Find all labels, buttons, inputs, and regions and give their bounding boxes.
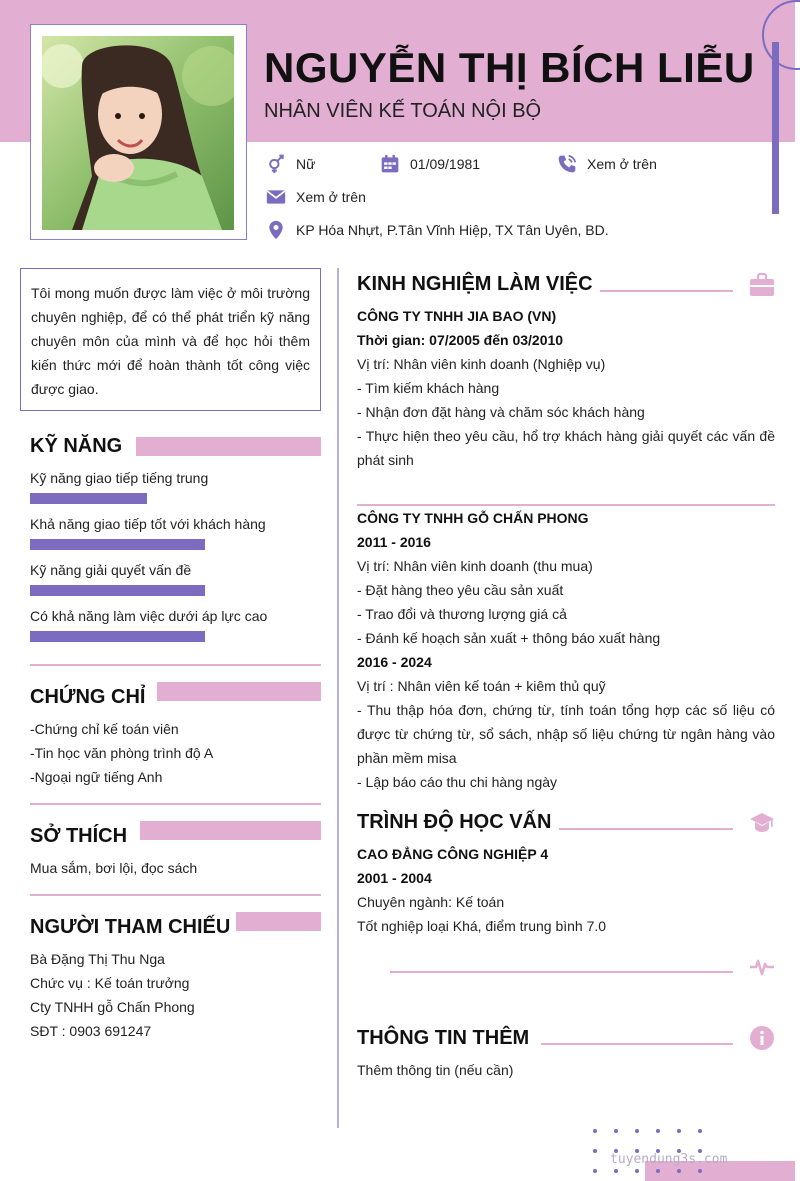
skills-title: KỸ NĂNG [30, 435, 123, 457]
candidate-name: NGUYỄN THỊ BÍCH LIỄU [264, 44, 755, 91]
email-value: Xem ở trên [296, 189, 366, 205]
info-icon [749, 1025, 775, 1051]
job1-company: CÔNG TY TNHH JIA BAO (VN) [357, 308, 557, 324]
additional-info-text: Thêm thông tin (nếu cần) [357, 1062, 514, 1078]
skill-label: Kỹ năng giao tiếp tiếng trung [30, 470, 209, 486]
job2-task: - Đặt hàng theo yêu cầu sản xuất [357, 582, 564, 598]
references-title: NGƯỜI THAM CHIẾU [30, 916, 231, 938]
activity-title-line [390, 971, 733, 973]
job-title: NHÂN VIÊN KẾ TOÁN NỘI BỘ [264, 100, 542, 122]
contact-birthday [380, 154, 480, 174]
job-separator [357, 504, 775, 506]
references-title-bar [236, 912, 321, 931]
reference-line: Chức vụ : Kế toán trưởng [30, 975, 190, 991]
job2-position1: Vị trí: Nhân viên kinh doanh (thu mua) [357, 558, 593, 574]
profile-photo [42, 36, 234, 230]
job2-position2: Vị trí : Nhân viên kế toán + kiêm thủ quỹ [357, 678, 606, 694]
address-value: KP Hóa Nhựt, P.Tân Vĩnh Hiệp, TX Tân Uyên, BD. [296, 222, 609, 238]
skill-label: Khả năng giao tiếp tốt với khách hàng [30, 516, 266, 532]
skill-level-bar [30, 539, 205, 550]
phone-value: Xem ở trên [587, 156, 657, 172]
experience-title: KINH NGHIỆM LÀM VIỆC [357, 273, 593, 295]
job1-task: - Nhận đơn đặt hàng và chăm sóc khách hàng [357, 404, 645, 420]
column-divider [337, 268, 339, 1128]
hobbies-title: SỞ THÍCH [30, 825, 128, 847]
section-divider [30, 664, 321, 666]
job1-task: - Tìm kiếm khách hàng [357, 380, 500, 396]
birthday-value: 01/09/1981 [410, 156, 481, 172]
contact-address [266, 220, 609, 240]
hobbies-text: Mua sắm, bơi lội, đọc sách [30, 860, 198, 876]
education-major: Chuyên ngành: Kế toán [357, 894, 505, 910]
calendar-icon [380, 154, 400, 174]
education-result: Tốt nghiệp loại Khá, điểm trung bình 7.0 [357, 918, 607, 934]
certificates-title: CHỨNG CHỈ [30, 686, 146, 708]
job1-period: Thời gian: 07/2005 đến 03/2010 [357, 332, 564, 348]
job1-task-long: - Thực hiện theo yêu cầu, hổ trợ khách hàng giải quyết các vấn đề phát sinh [357, 428, 775, 468]
gender-value: Nữ [296, 156, 316, 172]
phone-icon [557, 154, 577, 174]
education-title: TRÌNH ĐỘ HỌC VẤN [357, 811, 552, 833]
reference-line: Bà Đặng Thị Thu Nga [30, 951, 165, 967]
skill-label: Kỹ năng giải quyết vấn đề [30, 562, 192, 578]
education-title-line [559, 828, 733, 830]
contact-email[interactable] [266, 187, 366, 207]
envelope-icon [266, 187, 286, 207]
portrait-image [42, 36, 234, 230]
skill-level-bar [30, 493, 147, 504]
heartbeat-icon [749, 954, 775, 980]
location-pin-icon [266, 220, 286, 240]
dot-pattern-decoration [590, 1126, 715, 1176]
education-school: CAO ĐẲNG CÔNG NGHIỆP 4 [357, 846, 549, 862]
career-objective: Tôi mong muốn được làm việc ở môi trường chuyên nghiệp, để có thể phát triển kỹ năng chuyên môn của mình và để học hỏi thêm kiến thức mới để hoàn thành tốt công việc được giao. [20, 268, 321, 411]
reference-line: SĐT : 0903 691247 [30, 1023, 152, 1039]
experience-title-line [600, 290, 733, 292]
section-divider [30, 894, 321, 896]
reference-line: Cty TNHH gỗ Chấn Phong [30, 999, 195, 1015]
job2-task-long: - Thu thập hóa đơn, chứng từ, tính toán tổng hợp các số liệu có được từ chứng từ, sổ sách, nhập số liệu chứng từ ngân hàng vào phần mềm misa [357, 702, 775, 766]
job2-task: - Đánh kế hoạch sản xuất + thông báo xuất hàng [357, 630, 661, 646]
graduation-cap-icon [749, 809, 775, 835]
section-divider [30, 803, 321, 805]
certificate-item: -Chứng chỉ kế toán viên [30, 721, 179, 737]
job2-period1: 2011 - 2016 [357, 534, 431, 550]
certificate-item: -Ngoại ngữ tiếng Anh [30, 769, 163, 785]
job2-company: CÔNG TY TNHH GỖ CHẤN PHONG [357, 510, 589, 526]
certificates-title-bar [157, 682, 321, 701]
watermark: tuyendung3s.com [610, 1152, 728, 1167]
education-period: 2001 - 2004 [357, 870, 432, 886]
skill-level-bar [30, 631, 205, 642]
job1-position: Vị trí: Nhân viên kinh doanh (Nghiệp vụ) [357, 356, 606, 372]
contact-gender [266, 154, 315, 174]
contact-phone[interactable] [557, 154, 657, 174]
job2-period2: 2016 - 2024 [357, 654, 432, 670]
certificate-item: -Tin học văn phòng trình độ A [30, 745, 214, 761]
additional-info-title: THÔNG TIN THÊM [357, 1027, 530, 1049]
gender-icon [266, 154, 286, 174]
briefcase-icon [749, 272, 775, 298]
skills-title-bar [136, 437, 321, 456]
job2-task-last: - Lập báo cáo thu chi hàng ngày [357, 774, 558, 790]
job2-task: - Trao đổi và thương lượng giá cả [357, 606, 567, 622]
header-vertical-accent [772, 42, 779, 214]
skill-level-bar [30, 585, 205, 596]
additional-info-title-line [541, 1043, 733, 1045]
hobbies-title-bar [140, 821, 321, 840]
skill-label: Có khả năng làm việc dưới áp lực cao [30, 608, 268, 624]
